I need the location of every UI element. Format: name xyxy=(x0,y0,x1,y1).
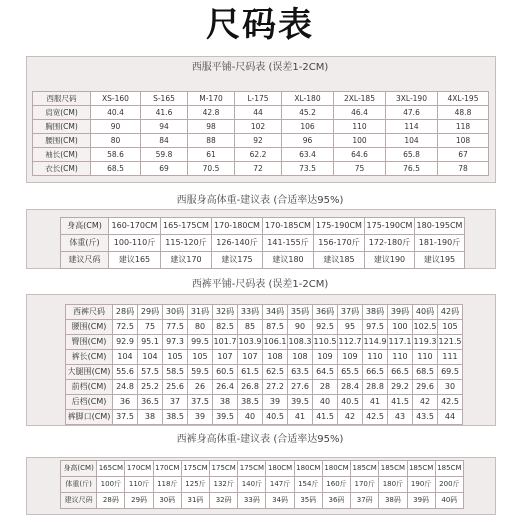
table-cell: 105 xyxy=(188,350,213,365)
table-row xyxy=(61,477,464,493)
table-cell: 29码 xyxy=(138,305,163,320)
table-cell: 65.8 xyxy=(386,148,438,162)
table-cell: 72 xyxy=(235,162,282,176)
table-cell: 26 xyxy=(188,380,213,395)
table-cell: 185CM xyxy=(407,461,435,477)
table-cell: 43.5 xyxy=(413,410,438,425)
table-cell: 108 xyxy=(263,350,288,365)
table-cell: 42 xyxy=(338,410,363,425)
table-cell: 27.6 xyxy=(288,380,313,395)
table-cell: 100 xyxy=(334,134,386,148)
table-cell: 69.5 xyxy=(438,365,463,380)
table-cell: 147斤 xyxy=(266,477,294,493)
table-cell: XL-180 xyxy=(282,92,334,106)
row-label: 大腿围(CM) xyxy=(66,365,113,380)
table-cell: 85 xyxy=(238,320,263,335)
table-cell: 126-140斤 xyxy=(212,235,263,252)
table-cell: 40 xyxy=(313,395,338,410)
table-cell: 41 xyxy=(363,395,388,410)
table-cell: 160-170CM xyxy=(109,218,161,235)
row-label: 体重(斤) xyxy=(61,477,97,493)
table-cell: 27.2 xyxy=(263,380,288,395)
table-cell: 106 xyxy=(282,120,334,134)
table-cell: 63.4 xyxy=(282,148,334,162)
table-cell: 29.6 xyxy=(413,380,438,395)
row-label: 胸围(CM) xyxy=(33,120,91,134)
row-label: 裤长(CM) xyxy=(66,350,113,365)
table-cell: 69 xyxy=(141,162,188,176)
table-cell: 156-170斤 xyxy=(314,235,365,252)
table-cell: 38 xyxy=(138,410,163,425)
table-cell: 44 xyxy=(235,106,282,120)
table-cell: 39码 xyxy=(388,305,413,320)
table-cell: 110.5 xyxy=(313,335,338,350)
table-row xyxy=(61,235,465,252)
table-cell: 35码 xyxy=(288,305,313,320)
table-cell: 41.6 xyxy=(141,106,188,120)
table-row xyxy=(66,365,463,380)
row-label: 腰围(CM) xyxy=(33,134,91,148)
table-cell: 181-190斤 xyxy=(415,235,465,252)
table-cell: 61.5 xyxy=(238,365,263,380)
table-cell: 170斤 xyxy=(351,477,379,493)
table-cell: 180斤 xyxy=(379,477,407,493)
table-cell: 108.3 xyxy=(288,335,313,350)
table-cell: 95 xyxy=(338,320,363,335)
table-cell: 180-195CM xyxy=(415,218,465,235)
page-title: 尺码表 xyxy=(206,5,314,45)
table-cell: 170CM xyxy=(153,461,181,477)
table-row xyxy=(66,395,463,410)
table-cell: 165CM xyxy=(97,461,125,477)
table-cell: 180CM xyxy=(266,461,294,477)
table-cell: 125斤 xyxy=(181,477,209,493)
table-cell: 32码 xyxy=(213,305,238,320)
table-cell: 108 xyxy=(438,134,489,148)
row-label: 西裤尺码 xyxy=(66,305,113,320)
table-cell: 175CM xyxy=(181,461,209,477)
suit-fit-table xyxy=(60,217,465,269)
table-cell: 42.5 xyxy=(363,410,388,425)
table-cell: 32码 xyxy=(210,493,238,509)
table-cell: 84 xyxy=(141,134,188,148)
table-cell: 185CM xyxy=(351,461,379,477)
table-cell: 41.5 xyxy=(313,410,338,425)
table-cell: 42.5 xyxy=(438,395,463,410)
table-cell: 97.3 xyxy=(163,335,188,350)
row-label: 臀围(CM) xyxy=(66,335,113,350)
table-cell: 190斤 xyxy=(407,477,435,493)
table-cell: 64.5 xyxy=(313,365,338,380)
table-cell: 26.4 xyxy=(213,380,238,395)
table-cell: 102 xyxy=(235,120,282,134)
table-cell: 38.5 xyxy=(238,395,263,410)
table-cell: 109 xyxy=(338,350,363,365)
table-cell: 88 xyxy=(188,134,235,148)
table-cell: 104 xyxy=(138,350,163,365)
table-cell: 34码 xyxy=(266,493,294,509)
table-row xyxy=(66,380,463,395)
pants-size-title: 西裤平铺-尺码表 (误差1-2CM) xyxy=(191,279,329,290)
table-cell: 170CM xyxy=(125,461,153,477)
table-cell: 90 xyxy=(288,320,313,335)
table-cell: 117.1 xyxy=(388,335,413,350)
table-cell: 92.5 xyxy=(313,320,338,335)
table-cell: 63.5 xyxy=(288,365,313,380)
table-cell: 34码 xyxy=(263,305,288,320)
table-cell: 40 xyxy=(238,410,263,425)
table-cell: 28 xyxy=(313,380,338,395)
table-cell: 110 xyxy=(388,350,413,365)
table-cell: 24.8 xyxy=(113,380,138,395)
table-cell: 107 xyxy=(238,350,263,365)
table-cell: 37码 xyxy=(351,493,379,509)
table-cell: 43 xyxy=(388,410,413,425)
table-cell: 46.4 xyxy=(334,106,386,120)
suit-size-table xyxy=(32,91,489,176)
table-cell: 185CM xyxy=(435,461,463,477)
table-cell: 30码 xyxy=(153,493,181,509)
table-cell: 75 xyxy=(334,162,386,176)
table-cell: 95.1 xyxy=(138,335,163,350)
table-cell: 102.5 xyxy=(413,320,438,335)
table-cell: 28码 xyxy=(97,493,125,509)
row-label: 身高(CM) xyxy=(61,218,109,235)
table-cell: 100 xyxy=(388,320,413,335)
table-cell: 41.5 xyxy=(388,395,413,410)
table-cell: 39.5 xyxy=(288,395,313,410)
table-cell: 58.5 xyxy=(163,365,188,380)
table-cell: 115-120斤 xyxy=(161,235,212,252)
table-row xyxy=(33,120,489,134)
table-cell: 62.2 xyxy=(235,148,282,162)
row-label: 前档(CM) xyxy=(66,380,113,395)
table-cell: 42.8 xyxy=(188,106,235,120)
table-cell: 165-175CM xyxy=(161,218,212,235)
table-cell: 59.8 xyxy=(141,148,188,162)
table-cell: 87.5 xyxy=(263,320,288,335)
table-cell: 112.7 xyxy=(338,335,363,350)
table-cell: 44 xyxy=(438,410,463,425)
row-label: 身高(CM) xyxy=(61,461,97,477)
table-cell: 76.5 xyxy=(386,162,438,176)
table-cell: 141-155斤 xyxy=(263,235,314,252)
table-header-row xyxy=(66,305,463,320)
table-row xyxy=(61,252,465,269)
row-label: 腰围(CM) xyxy=(66,320,113,335)
table-cell: S-165 xyxy=(141,92,188,106)
table-cell: 33码 xyxy=(238,305,263,320)
row-label: 裤脚口(CM) xyxy=(66,410,113,425)
table-cell: 75 xyxy=(138,320,163,335)
table-cell: 90 xyxy=(91,120,141,134)
table-cell: 180CM xyxy=(294,461,322,477)
table-cell: 175-190CM xyxy=(314,218,365,235)
table-cell: 92.9 xyxy=(113,335,138,350)
table-cell: 100斤 xyxy=(97,477,125,493)
table-cell: 42 xyxy=(413,395,438,410)
table-cell: 38码 xyxy=(363,305,388,320)
table-cell: 36码 xyxy=(313,305,338,320)
table-cell: 121.5 xyxy=(438,335,463,350)
table-cell: 建议175 xyxy=(212,252,263,269)
table-cell: 110斤 xyxy=(125,477,153,493)
table-row xyxy=(61,461,464,477)
table-cell: 64.6 xyxy=(334,148,386,162)
table-row xyxy=(61,493,464,509)
table-cell: 55.6 xyxy=(113,365,138,380)
table-row xyxy=(66,350,463,365)
table-cell: 111 xyxy=(438,350,463,365)
table-cell: 40码 xyxy=(413,305,438,320)
table-cell: 40.4 xyxy=(91,106,141,120)
table-row xyxy=(61,218,465,235)
table-cell: 68.5 xyxy=(413,365,438,380)
table-cell: 建议190 xyxy=(365,252,415,269)
table-cell: 118斤 xyxy=(153,477,181,493)
table-row xyxy=(33,162,489,176)
table-cell: 28.8 xyxy=(363,380,388,395)
table-cell: XS-160 xyxy=(91,92,141,106)
table-cell: 68.5 xyxy=(91,162,141,176)
table-cell: 33码 xyxy=(238,493,266,509)
table-cell: 建议165 xyxy=(109,252,161,269)
table-cell: 96 xyxy=(282,134,334,148)
table-cell: 59.5 xyxy=(188,365,213,380)
row-label: 衣长(CM) xyxy=(33,162,91,176)
table-cell: 175CM xyxy=(238,461,266,477)
table-cell: 62.5 xyxy=(263,365,288,380)
table-cell: 107 xyxy=(213,350,238,365)
table-cell: 31码 xyxy=(181,493,209,509)
table-cell: 35码 xyxy=(294,493,322,509)
row-label: 后档(CM) xyxy=(66,395,113,410)
table-cell: 25.2 xyxy=(138,380,163,395)
table-cell: 101.7 xyxy=(213,335,238,350)
table-cell: 170-180CM xyxy=(212,218,263,235)
table-cell: 100-110斤 xyxy=(109,235,161,252)
table-cell: 61 xyxy=(188,148,235,162)
table-cell: 42码 xyxy=(438,305,463,320)
table-cell: 36 xyxy=(113,395,138,410)
table-cell: 82.5 xyxy=(213,320,238,335)
table-cell: 70.5 xyxy=(188,162,235,176)
table-cell: 175-190CM xyxy=(365,218,415,235)
table-cell: 98 xyxy=(188,120,235,134)
table-row xyxy=(33,134,489,148)
pants-size-table xyxy=(65,304,463,425)
table-cell: 38码 xyxy=(379,493,407,509)
table-cell: 37码 xyxy=(338,305,363,320)
table-header-row xyxy=(33,92,489,106)
table-cell: 41 xyxy=(288,410,313,425)
table-cell: 77.5 xyxy=(163,320,188,335)
suit-fit-title: 西服身高体重-建议表 (合适率达95%) xyxy=(176,195,344,206)
table-cell: 78 xyxy=(438,162,489,176)
table-row xyxy=(66,320,463,335)
table-cell: 175CM xyxy=(210,461,238,477)
table-cell: 39码 xyxy=(407,493,435,509)
table-cell: 建议195 xyxy=(415,252,465,269)
table-cell: 80 xyxy=(91,134,141,148)
table-cell: 建议180 xyxy=(263,252,314,269)
table-cell: 118 xyxy=(438,120,489,134)
table-cell: 160斤 xyxy=(322,477,350,493)
table-cell: 37 xyxy=(163,395,188,410)
table-row xyxy=(33,148,489,162)
table-cell: 57.5 xyxy=(138,365,163,380)
table-cell: 154斤 xyxy=(294,477,322,493)
table-cell: 26.8 xyxy=(238,380,263,395)
table-cell: 80 xyxy=(188,320,213,335)
table-cell: 38 xyxy=(213,395,238,410)
table-row xyxy=(66,335,463,350)
table-cell: 66.5 xyxy=(363,365,388,380)
table-cell: 66.5 xyxy=(388,365,413,380)
table-cell: 40.5 xyxy=(263,410,288,425)
table-cell: 92 xyxy=(235,134,282,148)
table-cell: 39 xyxy=(188,410,213,425)
table-cell: 48.8 xyxy=(438,106,489,120)
table-cell: 建议185 xyxy=(314,252,365,269)
table-cell: 37.5 xyxy=(188,395,213,410)
table-cell: 29码 xyxy=(125,493,153,509)
table-cell: 60.5 xyxy=(213,365,238,380)
table-cell: 建议170 xyxy=(161,252,212,269)
table-cell: 72.5 xyxy=(113,320,138,335)
table-cell: 110 xyxy=(363,350,388,365)
table-cell: 40.5 xyxy=(338,395,363,410)
table-cell: 105 xyxy=(163,350,188,365)
table-cell: 36码 xyxy=(322,493,350,509)
row-label: 西服尺码 xyxy=(33,92,91,106)
table-cell: 104 xyxy=(113,350,138,365)
table-cell: 36.5 xyxy=(138,395,163,410)
table-cell: L-175 xyxy=(235,92,282,106)
table-row xyxy=(33,106,489,120)
table-cell: 99.5 xyxy=(188,335,213,350)
table-cell: 39 xyxy=(263,395,288,410)
table-cell: M-170 xyxy=(188,92,235,106)
table-cell: 103.9 xyxy=(238,335,263,350)
row-label: 体重(斤) xyxy=(61,235,109,252)
table-cell: 47.6 xyxy=(386,106,438,120)
table-cell: 106.1 xyxy=(263,335,288,350)
table-cell: 170-185CM xyxy=(263,218,314,235)
pants-fit-table xyxy=(60,460,464,509)
table-cell: 97.5 xyxy=(363,320,388,335)
table-cell: 38.5 xyxy=(163,410,188,425)
table-cell: 4XL-195 xyxy=(438,92,489,106)
table-cell: 28码 xyxy=(113,305,138,320)
table-cell: 172-180斤 xyxy=(365,235,415,252)
table-cell: 39.5 xyxy=(213,410,238,425)
table-cell: 114 xyxy=(386,120,438,134)
table-cell: 25.6 xyxy=(163,380,188,395)
table-cell: 37.5 xyxy=(113,410,138,425)
table-cell: 185CM xyxy=(379,461,407,477)
row-label: 建议尺码 xyxy=(61,252,109,269)
table-cell: 94 xyxy=(141,120,188,134)
table-cell: 119.3 xyxy=(413,335,438,350)
table-cell: 28.4 xyxy=(338,380,363,395)
row-label: 建议尺码 xyxy=(61,493,97,509)
table-cell: 65.5 xyxy=(338,365,363,380)
suit-size-title: 西服平铺-尺码表 (误差1-2CM) xyxy=(191,62,329,73)
table-cell: 105 xyxy=(438,320,463,335)
table-cell: 29.2 xyxy=(388,380,413,395)
table-row xyxy=(66,410,463,425)
table-cell: 45.2 xyxy=(282,106,334,120)
table-cell: 110 xyxy=(413,350,438,365)
table-cell: 30码 xyxy=(163,305,188,320)
row-label: 袖长(CM) xyxy=(33,148,91,162)
table-cell: 67 xyxy=(438,148,489,162)
table-cell: 40码 xyxy=(435,493,463,509)
table-cell: 200斤 xyxy=(435,477,463,493)
table-cell: 109 xyxy=(313,350,338,365)
pants-fit-title: 西裤身高体重-建议表 (合适率达95%) xyxy=(176,434,344,445)
table-cell: 104 xyxy=(386,134,438,148)
table-cell: 73.5 xyxy=(282,162,334,176)
table-cell: 30 xyxy=(438,380,463,395)
table-cell: 31码 xyxy=(188,305,213,320)
table-cell: 108 xyxy=(288,350,313,365)
table-cell: 58.6 xyxy=(91,148,141,162)
table-cell: 3XL-190 xyxy=(386,92,438,106)
row-label: 肩宽(CM) xyxy=(33,106,91,120)
table-cell: 180CM xyxy=(322,461,350,477)
table-cell: 140斤 xyxy=(238,477,266,493)
table-cell: 2XL-185 xyxy=(334,92,386,106)
table-cell: 114.9 xyxy=(363,335,388,350)
table-cell: 132斤 xyxy=(210,477,238,493)
table-cell: 110 xyxy=(334,120,386,134)
